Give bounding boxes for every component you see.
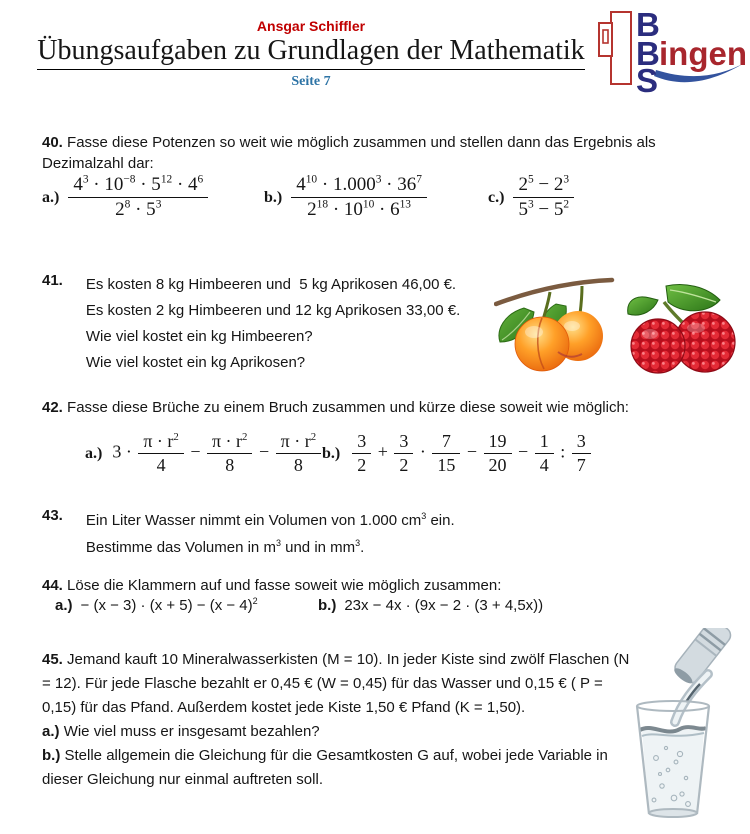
problem-41-line-4: Wie viel kostet ein kg Aprikosen? bbox=[85, 354, 306, 371]
page-number-label: Seite 7 bbox=[291, 73, 331, 89]
problem-45-intro bbox=[42, 648, 634, 720]
leaf-right bbox=[666, 285, 720, 311]
formula-40a bbox=[42, 174, 210, 221]
problem-44-number: 44. bbox=[42, 577, 63, 594]
problem-41-line-2: Es kosten 2 kg Himbeeren und 12 kg Aprikosen 33,00 €. bbox=[85, 302, 461, 319]
item-label-b: b.) bbox=[42, 747, 61, 764]
item-label-b: b.) bbox=[318, 597, 337, 614]
page-header bbox=[0, 18, 622, 90]
highlight bbox=[525, 326, 543, 338]
item-label-a: a.) bbox=[42, 723, 60, 740]
page-title: Übungsaufgaben zu Grundlagen der Mathematik bbox=[37, 36, 584, 70]
highlight bbox=[564, 321, 580, 331]
title-wrap bbox=[0, 36, 622, 70]
math-expression-40b: $\frac{4^{10} \cdot 1.000^3 \cdot 36^7}{2^{18} \cdot 10^{10} \cdot 6^{13}}$ bbox=[289, 174, 429, 221]
item-label-a: a.) bbox=[55, 597, 73, 614]
branch bbox=[496, 280, 612, 304]
problem-40 bbox=[42, 132, 702, 174]
problem-44-text: Löse die Klammern auf und fasse soweit wie möglich zusammen: bbox=[67, 577, 502, 594]
leaf-left bbox=[628, 297, 658, 315]
stem-right bbox=[580, 286, 582, 314]
bbs-bingen-logo bbox=[596, 6, 748, 94]
formula-44a bbox=[55, 597, 258, 614]
problem-44 bbox=[42, 575, 732, 596]
logo-letter-b2: B bbox=[636, 35, 660, 72]
problem-41-lines bbox=[86, 272, 460, 376]
item-text-b: Stelle allgemein die Gleichung für die Gesamtkosten G auf, wobei jede Variable in dieser Gleichung nur einmal auftreten soll. bbox=[42, 747, 608, 788]
highlight bbox=[642, 329, 658, 339]
item-label-b: b.) bbox=[322, 444, 341, 462]
math-expression-44a: − $(x - 3) \cdot (x + 5) - (x - 4)^2$ bbox=[80, 596, 258, 614]
problem-41-line-3: Wie viel kostet ein kg Himbeeren? bbox=[85, 328, 313, 345]
author-name: Ansgar Schiffler bbox=[256, 18, 366, 34]
problem-41 bbox=[42, 272, 460, 376]
apricots-image bbox=[494, 268, 616, 380]
problem-42-number: 42. bbox=[42, 399, 63, 416]
formula-42a bbox=[85, 431, 323, 476]
math-expression-42b: $\frac{3}{2}$ + $\frac{3}{2}$ · $\frac{7}{15}$ − $\frac{19}{20}$ − $\frac{1}{4}$ : $\frac{3}{7}$ bbox=[350, 431, 592, 476]
logo-tower-icon bbox=[599, 12, 631, 84]
formula-40b bbox=[264, 174, 429, 221]
math-expression-44b: 23x − 4x · (9x − 2 · (3 + 4,5x)) bbox=[344, 597, 544, 614]
glass-base bbox=[649, 809, 697, 817]
problem-43-number: 43. bbox=[42, 507, 63, 524]
raspberry-left bbox=[631, 319, 685, 373]
problem-45-text: Jemand kauft 10 Mineralwasserkisten (M = 10). In jeder Kiste sind zwölf Flaschen (N = 12). Für jede Flasche bezahlt er 0,45 € (W = 0,45) für das Wasser und 0,15 € ( P = 0,15) für das Pfand. Außerdem kostet jede Kiste 1,50 € Pfand (K = 1,50). bbox=[42, 651, 630, 716]
item-label-a: a.) bbox=[42, 188, 60, 206]
problem-43-line-2: Bestimme das Volumen in $m^3$ und in $mm^3$. bbox=[85, 538, 365, 556]
problem-42-text: Fasse diese Brüche zu einem Bruch zusammen und kürze diese soweit wie möglich: bbox=[67, 399, 629, 416]
problem-45-number: 45. bbox=[42, 651, 63, 668]
problem-43-lines bbox=[86, 507, 455, 561]
formula-42b bbox=[322, 431, 593, 476]
problem-45 bbox=[42, 648, 634, 792]
logo-letter-b1: B bbox=[636, 6, 660, 43]
glass-rim bbox=[637, 701, 709, 711]
math-expression-40a: $\frac{4^3 \cdot 10^{-8} \cdot 5^{12} \cdot 4^6}{2^8 \cdot 5^3}$ bbox=[66, 174, 210, 221]
formula-40c bbox=[488, 174, 576, 221]
problem-43 bbox=[42, 507, 455, 561]
highlight bbox=[687, 323, 705, 333]
water-glass-image bbox=[616, 628, 750, 818]
item-label-a: a.) bbox=[85, 444, 103, 462]
problem-40-number: 40. bbox=[42, 134, 63, 151]
logo-word-ingen: ingen bbox=[659, 35, 747, 72]
logo-letter-s: S bbox=[636, 62, 659, 94]
math-expression-42a: 3 · $\frac{\pi \cdot r^2}{4}$ − $\frac{\pi \cdot r^2}{8}$ − $\frac{\pi \cdot r^2}{8}$ bbox=[112, 431, 323, 476]
item-label-c: c.) bbox=[488, 188, 505, 206]
problem-41-number: 41. bbox=[42, 272, 63, 289]
formula-44b bbox=[318, 597, 543, 614]
item-text-a: Wie viel muss er insgesamt bezahlen? bbox=[63, 723, 320, 740]
item-label-b: b.) bbox=[264, 188, 283, 206]
problem-43-line-1: Ein Liter Wasser nimmt ein Volumen von 1.000 $cm^3$ ein. bbox=[85, 511, 455, 529]
problem-45-item-a bbox=[42, 720, 634, 744]
math-expression-40c: $\frac{2^5 - 2^3}{5^3 - 5^2}$ bbox=[511, 174, 576, 221]
problem-41-line-1: Es kosten 8 kg Himbeeren und 5 kg Aprikosen 46,00 €. bbox=[85, 276, 457, 293]
problem-40-text: Fasse diese Potenzen so weit wie möglich zusammen und stellen dann das Ergebnis als Dezimalzahl dar: bbox=[42, 134, 656, 172]
water-in-glass bbox=[642, 730, 704, 814]
problem-45-item-b bbox=[42, 744, 634, 792]
raspberries-image bbox=[620, 280, 746, 382]
problem-42 bbox=[42, 397, 732, 418]
